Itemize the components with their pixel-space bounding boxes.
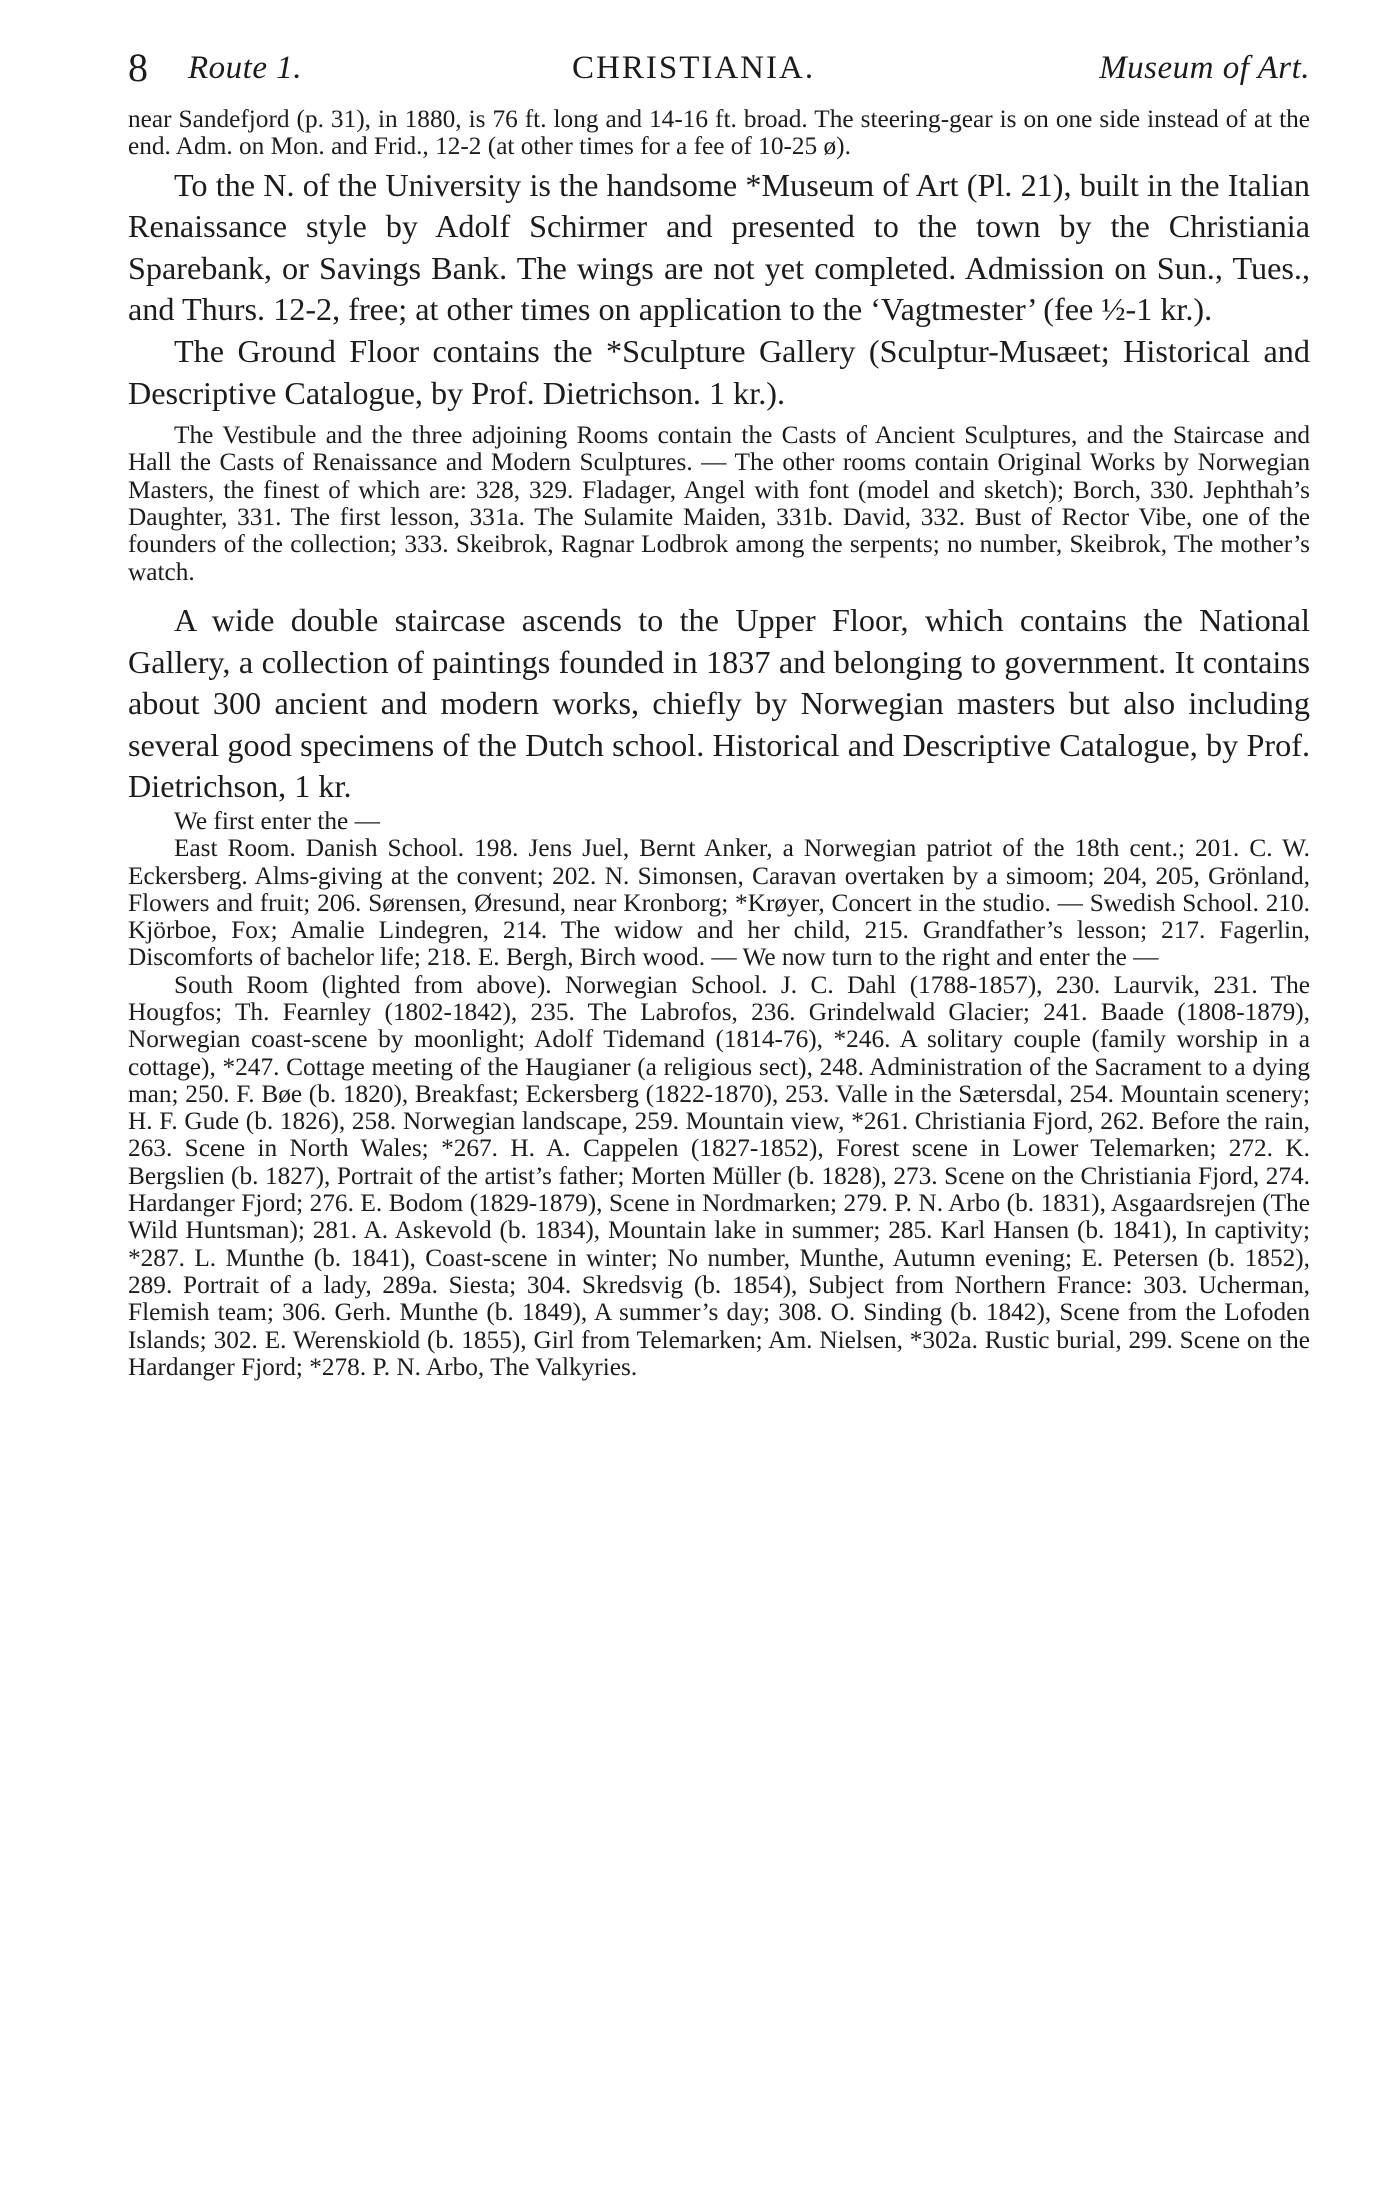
paragraph-south-room: South Room (lighted from above). Norwegian School. J. C. Dahl (1788-1857), 230. Laurvik, 231. The Hougfos; Th. Fearnley (1802-1842), 235. The Labrofos, 236. Grindelwald Glacier; 241. Baade (1808-1879), Norwegian coast-scene by moonlight; Adolf Tidemand (1814-76), *246. A solitary couple (family worship in a cottage), *247. Cottage meeting of the Haugianer (a religious sect), 248. Administration of the Sacrament to a dying man; 250. F. Bøe (b. 1820), Breakfast; Eckersberg (1822-1870), 253. Valle in the Sætersdal, 254. Mountain scenery; H. F. Gude (b. 1826), 258. Norwegian landscape, 259. Mountain view, *261. Christiania Fjord, 262. Before the rain, 263. Scene in North Wales; *267. H. A. Cappelen (1827-1852), Forest scene in Lower Telemarken; 272. K. Bergslien (b. 1827), Portrait of the artist’s father; Morten Müller (b. 1828), 273. Scene on the Christiania Fjord, 274. Hardanger Fjord; 276. E. Bodom (1829-1879), Scene in Nordmarken; 279. P. N. Arbo (b. 1831), Asgaardsrejen (The Wild Huntsman); 281. A. Askevold (b. 1834), Mountain lake in summer; 285. Karl Hansen (b. 1841), In captivity; *287. L. Munthe (b. 1841), Coast-scene in winter; No number, Munthe, Autumn evening; E. Petersen (b. 1852), 289. Portrait of a lady, 289a. Siesta; 304. Skredsvig (b. 1854), Subject from Northern France: 303. Ucherman, Flemish team; 306. Gerh. Munthe (b. 1849), A summer’s day; 308. O. Sinding (b. 1842), Scene from the Lofoden Islands; 302. E. Werenskiold (b. 1855), Girl from Telemarken; Am. Nielsen, *302a. Rustic burial, 299. Scene on the Hardanger Fjord; *278. P. N. Arbo, The Valkyries. — [128, 970, 1310, 1381]
paragraph-museum-intro: To the N. of the University is the handsome *Museum of Art (Pl. 21), built in the Italian Renaissance style by Adolf Schirmer and presented to the town by the Christiania Sparebank, or Savings Bank. The wings are not yet completed. Admission on Sun., Tues., and Thurs. 12-2, free; at other times on application to the ‘Vagtmester’ (fee ½-1 kr.). — [128, 166, 1310, 328]
page-number: 8 — [128, 45, 149, 90]
section-title: Museum of Art. — [1099, 50, 1310, 86]
paragraph-viking-ship: near Sandefjord (p. 31), in 1880, is 76 ft. long and 14-16 ft. broad. The steering-gear is on one side instead of at the end. Adm. on Mon. and Frid., 12-2 (at other times for a fee of 10-25 ø). — [128, 105, 1310, 161]
route-label: Route 1. — [188, 50, 302, 86]
paragraph-sculpture-rooms: The Vestibule and the three adjoining Rooms contain the Casts of Ancient Sculptures, and the Staircase and Hall the Casts of Renaissance and Modern Sculptures. — The other rooms contain Original Works by Norwegian Masters, the finest of which are: 328, 329. Fladager, Angel with font (model and sketch); Borch, 330. Jephthah’s Daughter, 331. The first lesson, 331a. The Sulamite Maiden, 331b. David, 332. Bust of Rector Vibe, one of the founders of the collection; 333. Skeibrok, Ragnar Lodbrok among the serpents; no number, Skeibrok, The mother’s watch. — [128, 421, 1310, 586]
paragraph-upper-floor: A wide double staircase ascends to the Upper Floor, which contains the National Gallery, a collection of paintings founded in 1837 and belonging to government. It contains about 300 ancient and modern works, chiefly by Norwegian masters but also including several good specimens of the Dutch school. Historical and Descriptive Catalogue, by Prof. Dietrichson, 1 kr. — [128, 601, 1310, 805]
paragraph-first-enter: We first enter the — — [174, 806, 380, 835]
book-page — [128, 40, 1310, 1381]
paragraph-east-room: East Room. Danish School. 198. Jens Juel, Bernt Anker, a Norwegian patriot of the 18th cent.; 201. C. W. Eckersberg. Alms-giving at the convent; 202. N. Simonsen, Caravan overtaken by a simoom; 204, 205, Grönland, Flowers and fruit; 206. Sørensen, Øresund, near Kronborg; *Krøyer, Concert in the studio. — Swedish School. 210. Kjörboe, Fox; Amalie Lindegren, 214. The widow and her child, 215. Grandfather’s lesson; 217. Fagerlin, Discomforts of bachelor life; 218. E. Bergh, Birch wood. — We now turn to the right and enter the — — [128, 834, 1310, 972]
city-title: CHRISTIANIA. — [572, 50, 816, 86]
paragraph-ground-floor: The Ground Floor contains the *Sculpture Gallery (Sculptur-Musæet; Historical and Descriptive Catalogue, by Prof. Dietrichson. 1 kr.). — [128, 332, 1310, 411]
running-header — [128, 40, 1310, 96]
